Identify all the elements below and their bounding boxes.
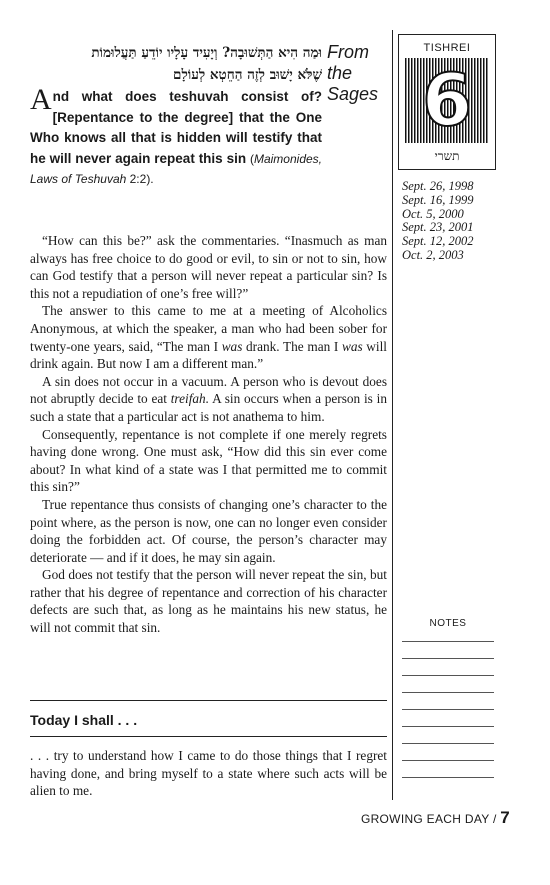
side-heading-line-1: From — [327, 42, 369, 62]
hebrew-line-2: שֶׁלֹּא יָשׁוּב לְזֶה הַחֵטְא לְעוֹלָם — [173, 67, 322, 83]
note-line — [402, 675, 494, 676]
date-item: Sept. 26, 1998 — [402, 179, 474, 193]
day-number: 6 — [421, 58, 473, 142]
divider-line — [30, 700, 387, 701]
translated-quote — [30, 83, 322, 190]
side-heading-line-2: the — [327, 63, 353, 83]
note-line — [402, 726, 494, 727]
date-item: Oct. 2, 2003 — [402, 247, 464, 262]
column-divider — [392, 30, 393, 800]
hebrew-source-text — [30, 42, 322, 86]
note-line — [402, 709, 494, 710]
page-footer — [361, 808, 510, 828]
date-item: Sept. 12, 2002 — [402, 234, 474, 249]
month-english: TISHREI — [423, 42, 471, 54]
note-line — [402, 692, 494, 693]
paragraph-2: The answer to this came to me at a meeting of Alcoholics Anonymous, at which the speaker, a man who had been sober for twenty-one years, said, “The man I was drank. The man I was will drink again. But now I am a different man.” — [30, 303, 387, 372]
date-list — [402, 180, 474, 263]
today-heading: Today I shall . . . — [30, 712, 138, 728]
note-line — [402, 760, 494, 761]
hebrew-line-1: וּמַה הִיא הַתְּשׁוּבָה? וְיָעִיד עָלָיו יוֹדֵעַ תַּעֲלוּמוֹת — [91, 45, 322, 61]
date-item: Sept. 16, 1999 — [402, 192, 474, 207]
drop-cap: A — [30, 83, 52, 116]
today-text: . . . try to understand how I came to do those things that I regret having done, and bring myself to a state where such acts will be alien to me. — [30, 748, 387, 799]
page-number: 7 — [500, 808, 510, 827]
paragraph-6: God does not testify that the person will never repeat the sin, but rather that his degree of repentance and correction of his character defects are such that, as long as he maintains his new status, he will not commit that sin. — [30, 567, 387, 636]
book-title: GROWING EACH DAY / — [360, 812, 501, 826]
date-item: Sept. 23, 2001 — [402, 220, 474, 235]
paragraph-3: A sin does not occur in a vacuum. A person who is devout does not abruptly decide to eat treifah. A sin occurs when a person is in such a state that a particular act is not anathema to him. — [30, 373, 387, 424]
note-line — [402, 777, 494, 778]
note-line — [402, 641, 494, 642]
month-hebrew: תשרי — [434, 149, 460, 163]
paragraph-4: Consequently, repentance is not complete if one merely regrets having done wrong. One must ask, “How did this sin ever come about? In what kind of a state was I that permitted me to commit this sin?” — [30, 426, 387, 495]
notes-label: NOTES — [429, 618, 467, 629]
calendar-date-box — [398, 34, 496, 170]
side-heading-line-3: Sages — [327, 84, 379, 104]
note-line — [402, 658, 494, 659]
note-line — [402, 743, 494, 744]
side-heading — [327, 42, 397, 105]
quote-text: nd what does teshuvah consist of? [Repentance to the degree] that the One Who knows all that is hidden will testify that he will never again repeat this sin — [30, 89, 322, 166]
paragraph-5: True repentance thus consists of changing one’s character to the point where, as the person is now, one can no longer even consider doing the forbidden act. Of course, the person’s character may deteriorate — and if it does, he may sin again. — [30, 496, 387, 565]
date-item: Oct. 5, 2000 — [402, 206, 464, 221]
main-body — [30, 232, 387, 637]
paragraph-1: “How can this be?” ask the commentaries. “Inasmuch as man always has free choice to do good or evil, to sin or not to sin, how can God testify that a person will never repeat a particular sin? Is this not a repudiation of one’s free will?” — [30, 233, 387, 301]
quote-citation: (Maimonides, Laws of Teshuvah 2:2). — [30, 151, 322, 186]
divider-line — [30, 736, 387, 737]
